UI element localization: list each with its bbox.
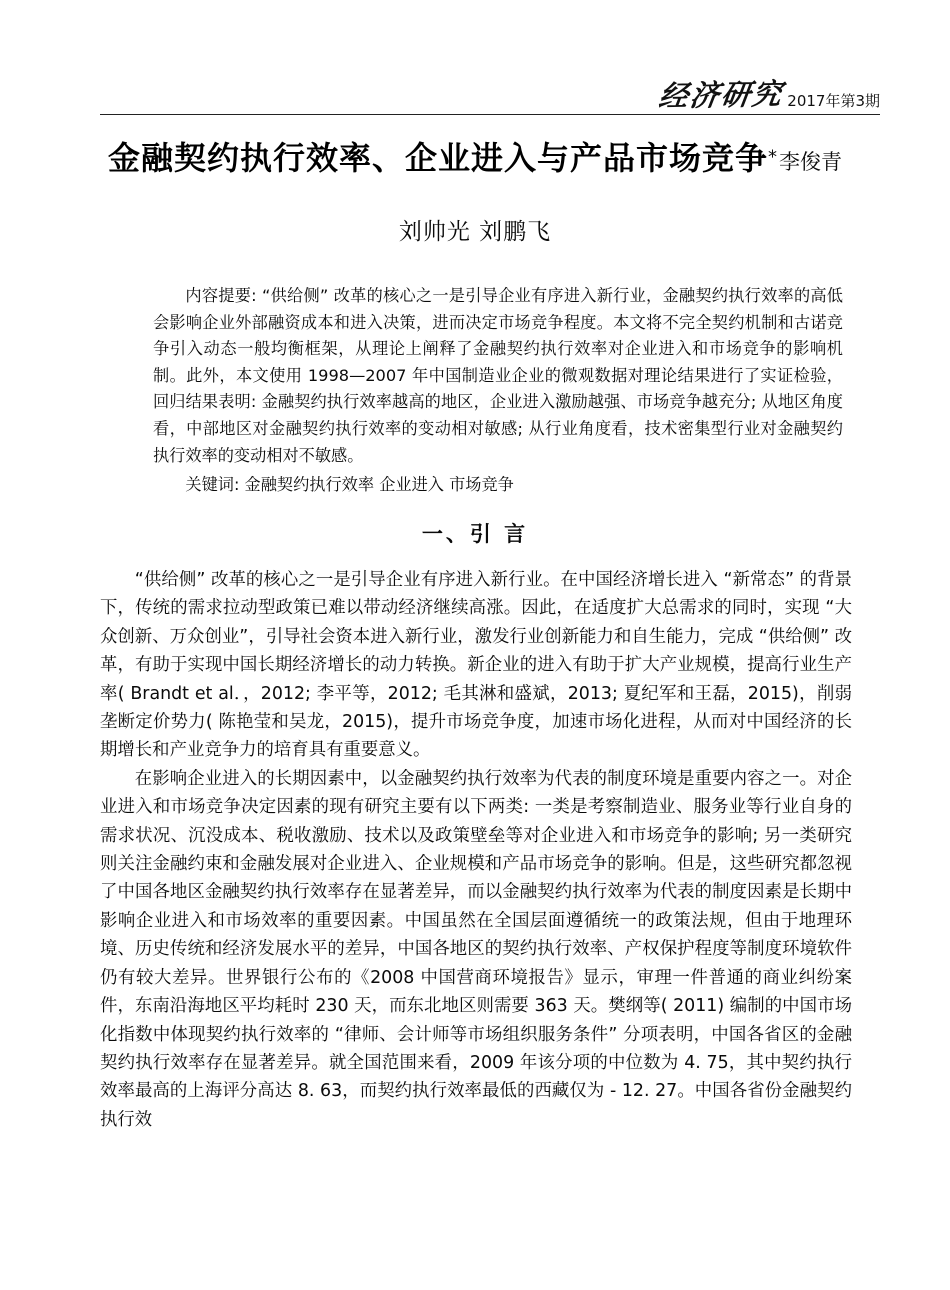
body-paragraph: 在影响企业进入的长期因素中，以金融契约执行效率为代表的制度环境是重要内容之一。对企业进入和市场竞争决定因素的现有研究主要有以下两类: 一类是考察制造业、服务业等行业自身的需求状况、沉没成本、税收激励、技术以及政策壁垒等对企业进入和市场竞争的影响; 另一类研究则关注金融约束和金融发展对企业进入、企业规模和产品市场竞争的影响。但是，这些研究都忽视了中国各地区金融契约执行效率存在显著差异，而以金融契约执行效率为代表的制度因素是长期中影响企业进入和市场效率的重要因素。中国虽然在全国层面遵循统一的政策法规，但由于地理环境、历史传统和经济发展水平的差异，中国各地区的契约执行效率、产权保护程度等制度环境软件仍有较大差异。世界银行公布的《2008 中国营商环境报告》显示，审理一件普通的商业纠纷案件，东南沿海地区平均耗时 230 天，而东北地区则需要 363 天。樊纲等( 2011) 编制的中国市场化指数中体现契约执行效率的 “律师、会计师等市场组织服务条件” 分项表明，中国各省区的金融契约执行效率存在显著差异。就全国范围来看，2009 年该分项的中位数为 4. 75，其中契约执行效率最高的上海评分高达 8. 63，而契约执行效率最低的西藏仅为 ‑ 12. 27。中国各省份金融契约执行效: [100, 768, 852, 1130]
title-footnote-marker: *: [768, 146, 777, 168]
header-divider: [100, 114, 880, 115]
journal-header-inner: [100, 72, 880, 112]
section-heading-introduction: 一、引 言: [421, 522, 529, 546]
abstract-block: [153, 283, 843, 499]
body-paragraph: “供给侧” 改革的核心之一是引导企业有序进入新行业。在中国经济增长进入 “新常态” 的背景下，传统的需求拉动型政策已难以带动经济继续高涨。因此，在适度扩大总需求的同时，实现 “大众创新、万众创业”，引导社会资本进入新行业，激发行业创新能力和自生能力，完成 “供给侧” 改革，有助于实现中国长期经济增长的动力转换。新企业的进入有助于扩大产业规模，提高行业生产率( Brandt et al．，2012; 李平等，2012; 毛其淋和盛斌，2013; 夏纪军和王磊，2015)，削弱垄断定价势力( 陈艳莹和吴龙，2015)，提升市场竞争度，加速市场化进程，从而对中国经济的长期增长和产业竞争力的培育具有重要意义。: [100, 570, 853, 761]
article-title-row: [0, 133, 950, 179]
journal-logo: 经济研究: [656, 76, 787, 114]
journal-issue-label: 2017年第3期: [787, 92, 880, 110]
page-title: 金融契约执行效率、企业进入与产品市场竞争: [107, 139, 768, 177]
keywords-text: 关键词: 金融契约执行效率 企业进入 市场竞争: [185, 475, 514, 495]
author-list: 刘帅光 刘鹏飞: [398, 219, 552, 245]
abstract-text: 内容提要: “供给侧” 改革的核心之一是引导企业有序进入新行业，金融契约执行效率的高低会影响企业外部融资成本和进入决策，进而决定市场竞争程度。本文将不完全契约机制和古诺竞争引入动态一般均衡框架，从理论上阐释了金融契约执行效率对企业进入和市场竞争的影响机制。此外，本文使用 1998—2007 年中国制造业企业的微观数据对理论结果进行了实证检验，回归结果表明: 金融契约执行效率越高的地区，企业进入激励越强、市场竞争越充分; 从地区角度看，中部地区对金融契约执行效率的变动相对敏感; 从行业角度看，技术密集型行业对金融契约执行效率的变动相对不敏感。: [153, 286, 843, 465]
journal-header: [100, 72, 880, 118]
body-block: [100, 566, 852, 1134]
corresponding-author: 李俊青: [779, 150, 842, 174]
